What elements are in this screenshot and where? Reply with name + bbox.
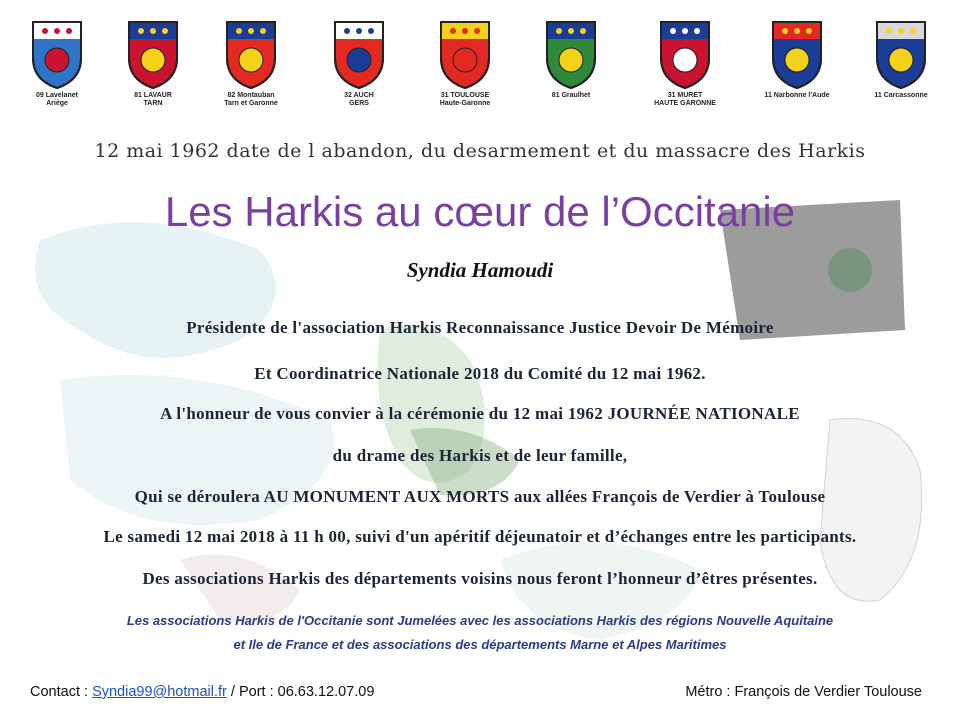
shield-icon xyxy=(437,18,493,90)
shield-icon xyxy=(29,18,85,90)
shield-icon xyxy=(657,18,713,90)
body-line-2: Et Coordinatrice Nationale 2018 du Comité du 12 mai 1962. xyxy=(254,364,706,383)
body-line-7: Des associations Harkis des départements voisins nous feront l’honneur d’êtres présentes. xyxy=(142,569,818,588)
email-link[interactable]: Syndia99@hotmail.fr xyxy=(92,684,227,700)
crest-toulouse xyxy=(420,18,510,108)
crest-muret xyxy=(640,18,730,108)
body-line-6: Le samedi 12 mai 2018 à 11 h 00, suivi d'un apéritif déjeunatoir et d’échanges entre les participants. xyxy=(103,527,857,546)
body-line-4: du drame des Harkis et de leur famille, xyxy=(332,446,628,465)
phone-text: / Port : 06.63.12.07.09 xyxy=(226,684,375,700)
page-title: Les Harkis au cœur de l’Occitanie xyxy=(164,188,796,235)
crest-caption: 11 Carcassonne xyxy=(874,92,928,99)
crest-caption: 81 Graulhet xyxy=(551,92,591,99)
coats-of-arms-row xyxy=(0,0,960,130)
contact-info xyxy=(30,684,374,700)
crest-caption: 31 MURET HAUTE GARONNE xyxy=(654,92,716,107)
banner-text: 12 mai 1962 date de l abandon, du desarmement et du massacre des Harkis xyxy=(94,140,866,162)
shield-icon xyxy=(331,18,387,90)
crest-montauban xyxy=(206,18,296,108)
crest-graulhet xyxy=(526,18,616,100)
metro-info: Métro : François de Verdier Toulouse xyxy=(685,684,922,700)
crest-caption: 11 Narbonne l'Aude xyxy=(764,92,830,99)
crest-caption: 09 Lavelanet Ariège xyxy=(35,92,79,107)
author-name: Syndia Hamoudi xyxy=(406,258,554,282)
twinning-line-2: et Ile de France et des associations des départements Marne et Alpes Maritimes xyxy=(233,637,727,652)
contact-label: Contact : xyxy=(30,684,93,700)
crest-caption: 81 LAVAUR TARN xyxy=(134,92,172,107)
shield-icon xyxy=(543,18,599,90)
shield-icon xyxy=(769,18,825,90)
crest-carcassonne xyxy=(856,18,946,100)
body-line-1: Présidente de l'association Harkis Reconnaissance Justice Devoir De Mémoire xyxy=(186,318,774,337)
crest-lavelanet xyxy=(12,18,102,108)
shield-icon xyxy=(223,18,279,90)
crest-lavaur xyxy=(108,18,198,108)
footer xyxy=(30,684,930,708)
shield-icon xyxy=(125,18,181,90)
crest-caption: 32 AUCH GERS xyxy=(344,92,374,107)
crest-caption: 82 Montauban Tarn et Garonne xyxy=(224,92,278,107)
crest-narbonne xyxy=(752,18,842,100)
twinning-line-1: Les associations Harkis de l'Occitanie sont Jumelées avec les associations Harkis des régions Nouvelle Aquitaine xyxy=(126,613,834,628)
shield-icon xyxy=(873,18,929,90)
crest-auch xyxy=(314,18,404,108)
crest-caption: 31 TOULOUSE Haute-Garonne xyxy=(439,92,491,107)
body-line-5: Qui se déroulera AU MONUMENT AUX MORTS aux allées François de Verdier à Toulouse xyxy=(134,487,826,506)
body-line-3: A l'honneur de vous convier à la cérémonie du 12 mai 1962 JOURNÉE NATIONALE xyxy=(160,404,800,423)
